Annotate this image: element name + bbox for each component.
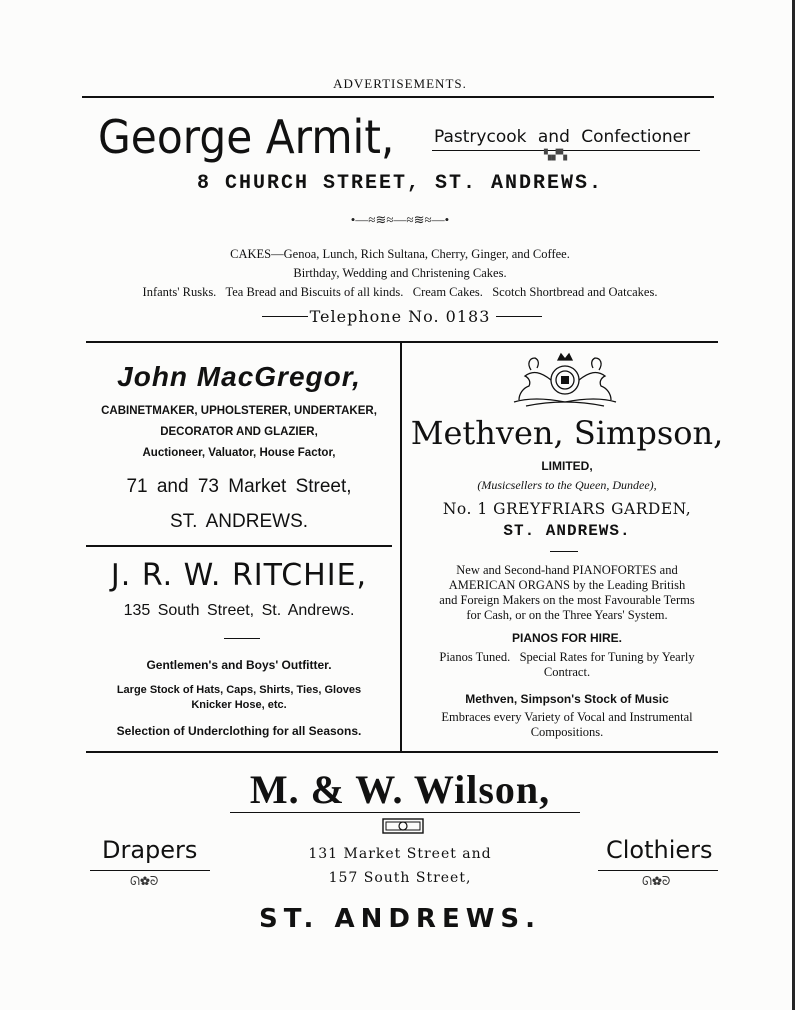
telephone-ornament-right <box>496 316 542 317</box>
macgregor-line: Auctioneer, Valuator, House Factor, <box>142 447 336 459</box>
macgregor-line: CABINETMAKER, UPHOLSTERER, UNDERTAKER, <box>101 405 377 417</box>
stock-music-heading: Methven, Simpson's Stock of Music <box>465 692 669 706</box>
emblem-icon <box>382 818 424 834</box>
royal-crest-icon <box>506 350 624 410</box>
methven-short-rule <box>550 551 578 552</box>
armit-telephone: Telephone No. 0183 <box>309 307 491 326</box>
ritchie-name: J. R. W. RITCHIE, <box>110 558 368 593</box>
page-header: ADVERTISEMENTS. <box>333 76 467 91</box>
clothiers-rule <box>598 870 718 871</box>
armit-line: Infants' Rusks. Tea Bread and Biscuits of all kinds. Cream Cakes. Scotch Shortbread and Oatcakes. <box>142 285 658 299</box>
wilson-name: M. & W. Wilson, <box>249 767 551 812</box>
ritchie-address: 135 South Street, St. Andrews. <box>123 602 355 619</box>
divider-ornament: •—≈≋≈—≈≋≈—• <box>350 212 450 227</box>
methven-para-line: for Cash, or on the Three Years' System. <box>466 608 668 622</box>
section-rule <box>86 341 718 343</box>
wilson-address: 131 Market Street and <box>308 846 492 862</box>
top-rule <box>82 96 714 98</box>
wilson-clothiers: Clothiers <box>606 836 713 864</box>
wilson-drapers: Drapers <box>102 836 198 864</box>
methven-limited: LIMITED, <box>541 459 593 473</box>
methven-para <box>408 563 726 623</box>
macgregor-line: DECORATOR AND GLAZIER, <box>160 426 318 438</box>
macgregor-address: 71 and 73 Market Street, <box>126 476 352 497</box>
methven-hire-line: Contract. <box>543 665 591 679</box>
armit-line: Birthday, Wedding and Christening Cakes. <box>293 266 507 280</box>
armit-trade: Pastrycook and Confectioner <box>434 127 691 147</box>
small-ornament-icon: ▚▞▚ <box>544 150 568 161</box>
wilson-name-rule <box>230 812 580 813</box>
ritchie-line: Knicker Hose, etc. <box>191 699 287 711</box>
methven-para-line: New and Second-hand PIANOFORTES and <box>456 563 678 577</box>
wilson-town: ST. ANDREWS. <box>259 904 541 934</box>
methven-hire <box>408 650 726 680</box>
ritchie-line: Selection of Underclothing for all Seasons. <box>116 724 362 738</box>
left-section-rule <box>86 545 392 547</box>
methven-hire-line: Pianos Tuned. Special Rates for Tuning by Yearly <box>439 650 695 664</box>
ritchie-line: Large Stock of Hats, Caps, Shirts, Ties, Gloves <box>116 684 362 696</box>
methven-stock-line: Embraces every Variety of Vocal and Instrumental <box>441 710 693 724</box>
methven-address: No. 1 GREYFRIARS GARDEN, <box>442 500 692 518</box>
page-edge <box>792 0 795 1010</box>
macgregor-name: John MacGregor, <box>117 361 361 392</box>
flourish-icon: ᘏ✿ᘐ <box>642 874 671 888</box>
ritchie-short-rule <box>224 638 260 639</box>
drapers-rule <box>90 870 210 871</box>
wilson-address: 157 South Street, <box>328 870 472 886</box>
column-divider <box>400 343 402 751</box>
armit-name: George Armit, <box>98 110 395 164</box>
pianos-hire-heading: PIANOS FOR HIRE. <box>511 631 622 645</box>
armit-line: CAKES—Genoa, Lunch, Rich Sultana, Cherry, Ginger, and Coffee. <box>230 247 570 261</box>
methven-name: Methven, Simpson, <box>410 414 724 452</box>
methven-para-line: AMERICAN ORGANS by the Leading British <box>448 578 686 592</box>
methven-musicsellers: (Musicsellers to the Queen, Dundee), <box>477 478 657 492</box>
methven-town: ST. ANDREWS. <box>503 522 631 540</box>
bottom-section-rule <box>86 751 718 753</box>
macgregor-town: ST. ANDREWS. <box>169 511 309 532</box>
flourish-icon: ᘏ✿ᘐ <box>130 874 159 888</box>
methven-stock-line: Compositions. <box>530 725 604 739</box>
armit-address: 8 CHURCH STREET, ST. ANDREWS. <box>196 172 604 195</box>
methven-para-line: and Foreign Makers on the most Favourable Terms <box>439 593 695 607</box>
ritchie-line: Gentlemen's and Boys' Outfitter. <box>146 658 332 672</box>
methven-stock <box>408 710 726 740</box>
